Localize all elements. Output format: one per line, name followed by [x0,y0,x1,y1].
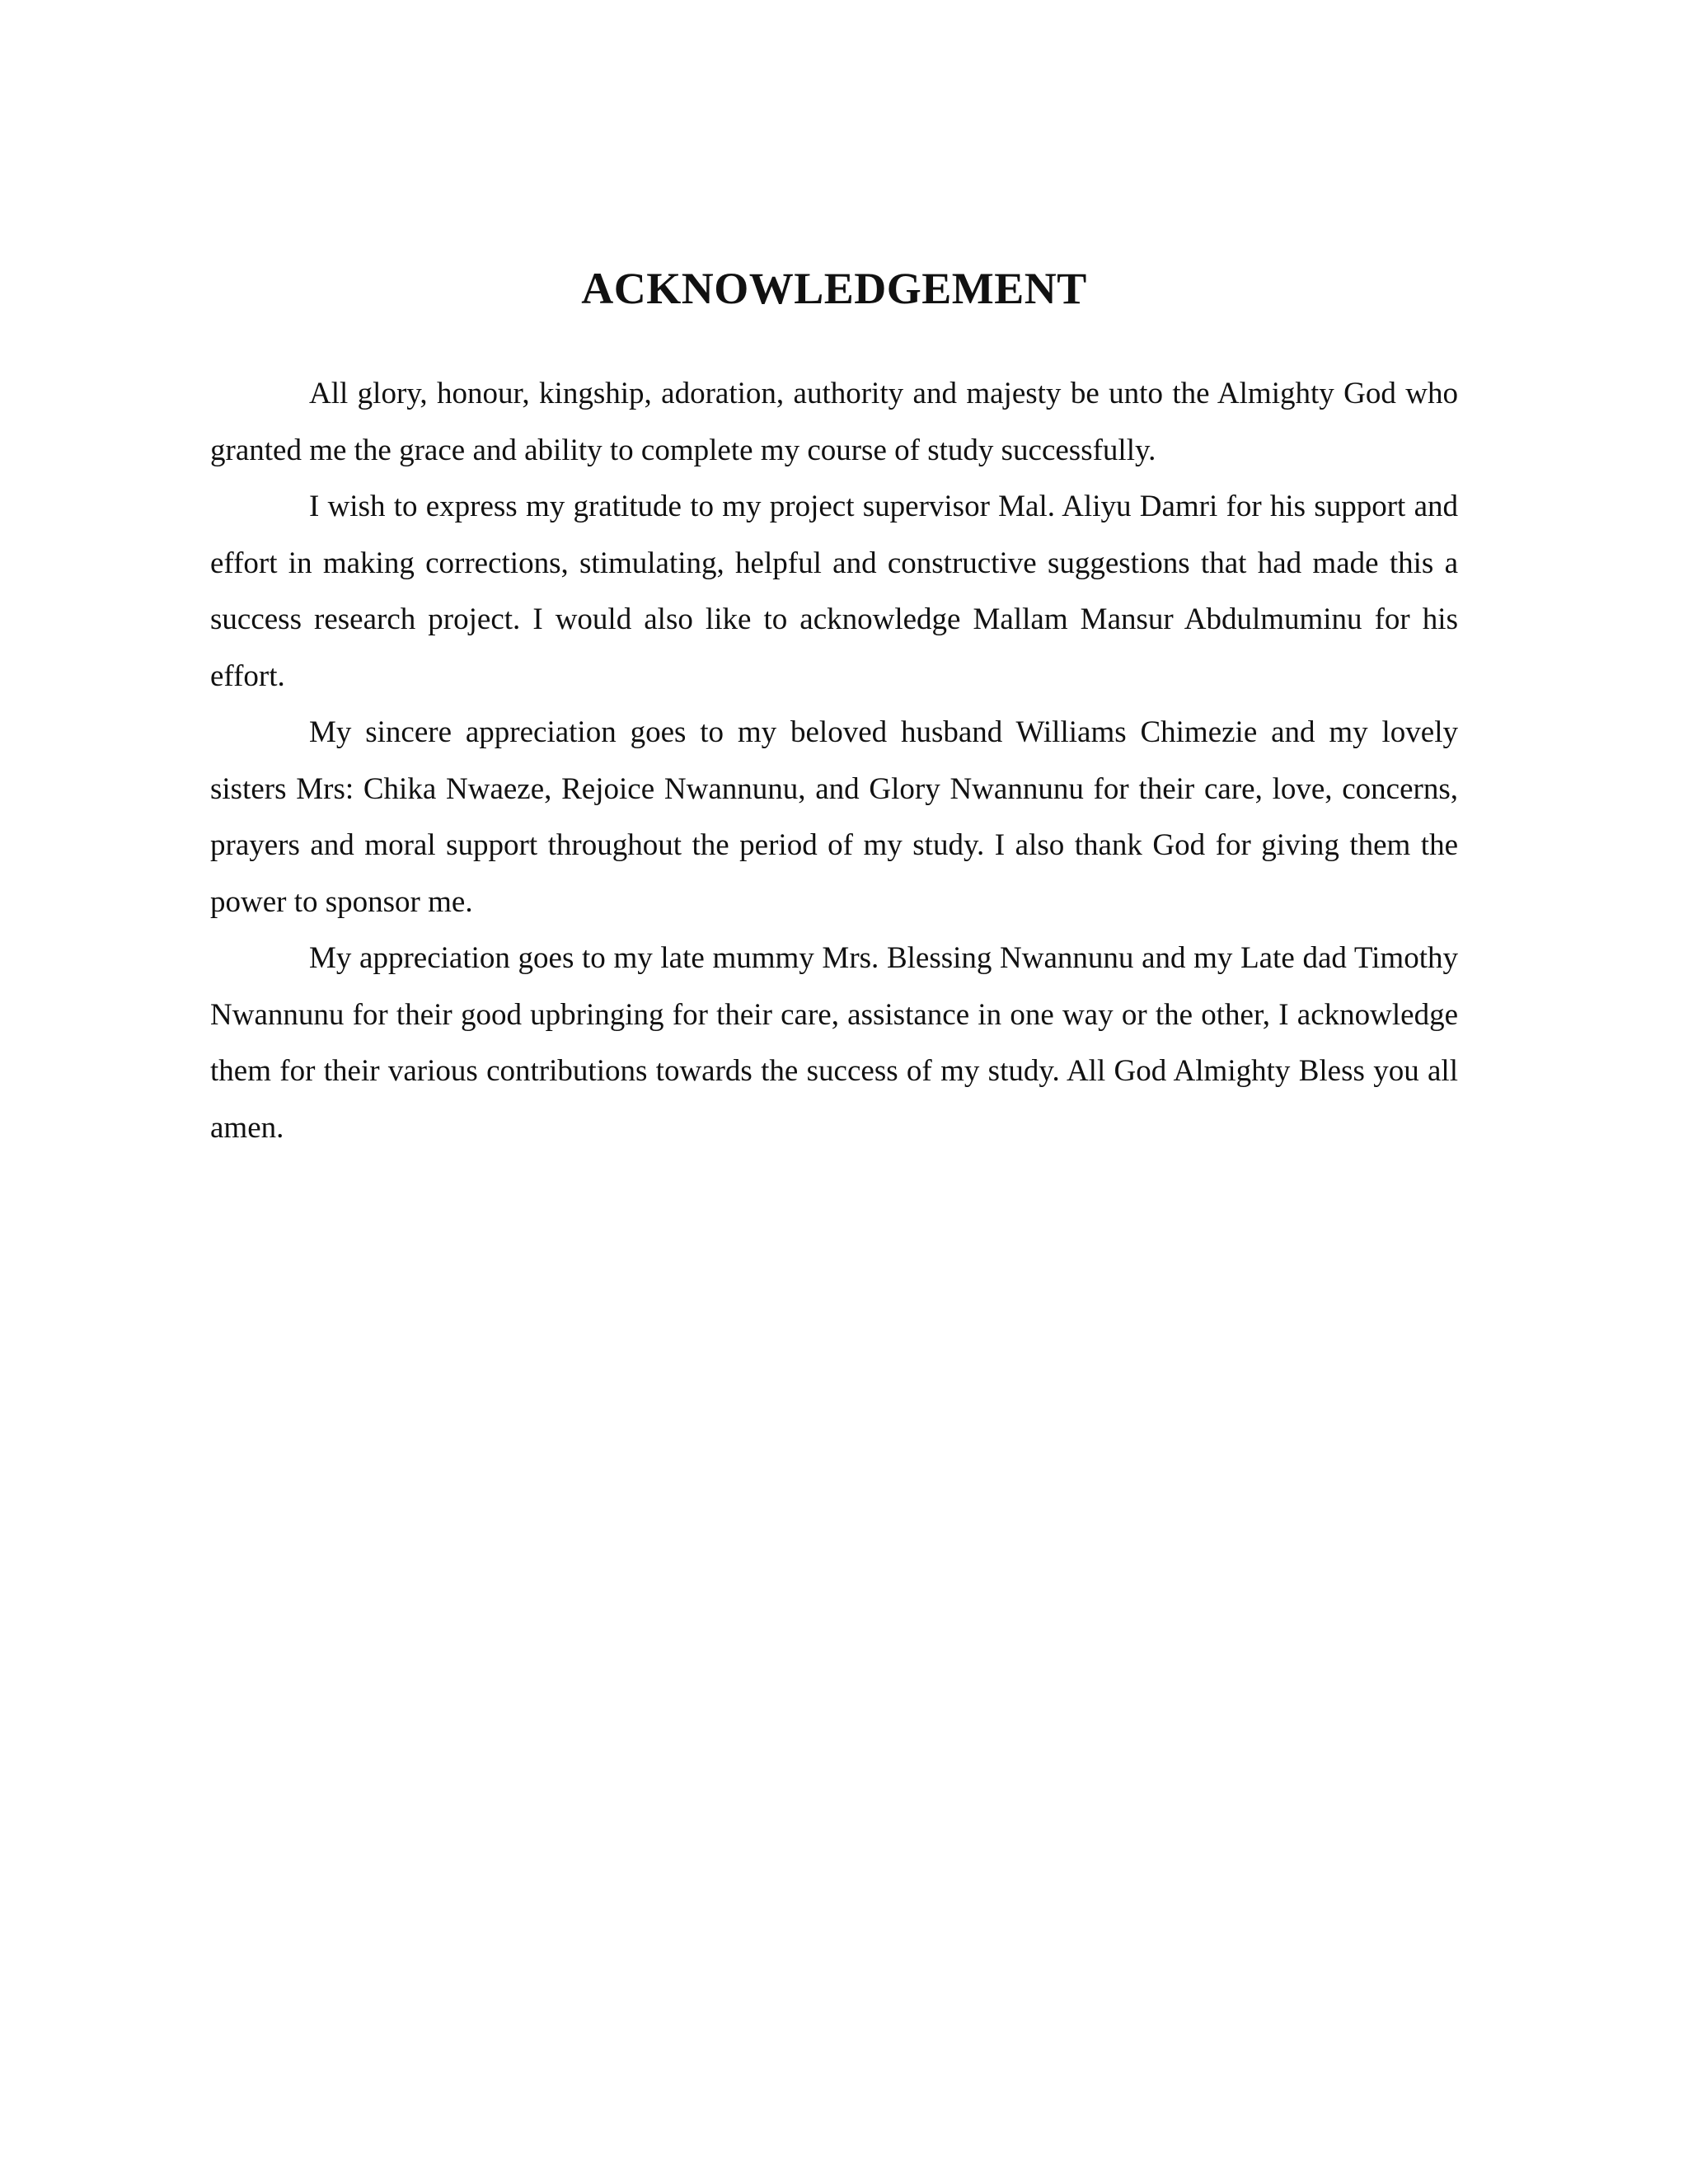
paragraph-parents: My appreciation goes to my late mummy Mrs. Blessing Nwannunu and my Late dad Timothy Nwannunu for their good upbringing for their care, assistance in one way or the other, I acknowledge them for their various contributions towards the success of my study. All God Almighty Bless you all amen. [210,941,1458,1145]
document-body [210,262,1458,1156]
paragraph-gratitude-god: All glory, honour, kingship, adoration, authority and majesty be unto the Almighty God who granted me the grace and ability to complete my course of study successfully. [210,377,1458,467]
page-title: ACKNOWLEDGEMENT [581,264,1087,313]
paragraph-family: My sincere appreciation goes to my beloved husband Williams Chimezie and my lovely sisters Mrs: Chika Nwaeze, Rejoice Nwannunu, and Glory Nwannunu for their care, love, concerns, prayers and moral support throughout the period of my study. I also thank God for giving them the power to sponsor me. [210,715,1458,919]
paragraph-supervisor: I wish to express my gratitude to my project supervisor Mal. Aliyu Damri for his support and effort in making corrections, stimulating, helpful and constructive suggestions that had made this a success research project. I would also like to acknowledge Mallam Mansur Abdulmuminu for his effort. [210,490,1458,693]
